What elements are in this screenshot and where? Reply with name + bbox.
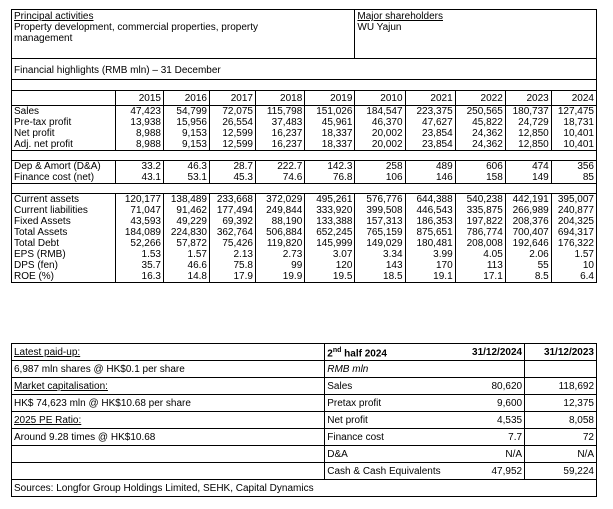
- data-cell: 88,190: [255, 216, 304, 227]
- half-row-v1: 9,600: [453, 395, 525, 412]
- data-cell: 20,002: [355, 139, 405, 151]
- year-header: 2019: [305, 91, 355, 106]
- data-cell: 249,844: [255, 205, 304, 216]
- data-row: [12, 216, 597, 227]
- data-cell: 46,370: [355, 117, 405, 128]
- data-cell: 91,462: [164, 205, 210, 216]
- row-label: Current liabilities: [14, 205, 88, 216]
- data-row: [12, 172, 597, 184]
- data-cell: 372,029: [255, 194, 304, 206]
- data-row: [12, 117, 597, 128]
- half-row-v2: 8,058: [525, 412, 597, 429]
- financial-summary-table: [11, 9, 597, 283]
- data-cell: 54,799: [164, 106, 210, 118]
- latest-paid-up-label: Latest paid-up:: [12, 344, 325, 361]
- row-label: Fixed Assets: [14, 216, 71, 227]
- data-cell: 99: [255, 260, 304, 271]
- row-label: EPS (RMB): [14, 249, 66, 260]
- row-label: Dep & Amort (D&A): [14, 161, 101, 172]
- half-year-title: [325, 344, 453, 361]
- data-cell: 446,543: [405, 205, 455, 216]
- data-cell: 151,026: [305, 106, 355, 118]
- data-cell: 186,353: [405, 216, 455, 227]
- data-cell: 177,494: [209, 205, 255, 216]
- data-cell: 28.7: [209, 161, 255, 173]
- data-cell: 3.34: [355, 249, 405, 260]
- data-cell: 149,029: [355, 238, 405, 249]
- data-cell: 10,401: [551, 139, 596, 151]
- data-cell: 57,872: [164, 238, 210, 249]
- header-row-titles: [12, 10, 597, 23]
- data-cell: 69,392: [209, 216, 255, 227]
- data-cell: 875,651: [405, 227, 455, 238]
- year-header: 2022: [455, 91, 505, 106]
- data-cell: 197,822: [455, 216, 505, 227]
- data-cell: 145,999: [305, 238, 355, 249]
- cost-group: [12, 161, 597, 184]
- row-label: Adj. net profit: [14, 139, 73, 150]
- data-cell: 362,764: [209, 227, 255, 238]
- data-cell: 75.8: [209, 260, 255, 271]
- half-row-v1: N/A: [453, 446, 525, 463]
- data-cell: 120,177: [115, 194, 163, 206]
- data-cell: 23,854: [405, 139, 455, 151]
- data-cell: 3.99: [405, 249, 455, 260]
- data-row: [12, 194, 597, 206]
- half-row-label: Finance cost: [325, 429, 453, 446]
- data-cell: 6.4: [551, 271, 596, 283]
- data-cell: 170: [405, 260, 455, 271]
- half-year-sup: nd: [332, 346, 342, 354]
- col-2023-header: 31/12/2023: [525, 344, 597, 361]
- data-cell: 75,426: [209, 238, 255, 249]
- data-cell: 222.7: [255, 161, 304, 173]
- data-cell: 12,599: [209, 139, 255, 151]
- spacer-row: [12, 151, 597, 161]
- data-cell: 24,729: [505, 117, 551, 128]
- half-row-v2: N/A: [525, 446, 597, 463]
- data-cell: 1.57: [551, 249, 596, 260]
- valuation-row: [12, 446, 597, 463]
- valuation-row: [12, 429, 597, 446]
- data-cell: 119,820: [255, 238, 304, 249]
- half-year-suffix: half 2024: [341, 348, 387, 360]
- data-cell: 12,850: [505, 139, 551, 151]
- latest-paid-up-value: 6,987 mln shares @ HK$0.1 per share: [12, 361, 325, 378]
- financial-highlights-title: Financial highlights (RMB mln) – 31 December: [12, 59, 597, 80]
- data-cell: 208,008: [455, 238, 505, 249]
- income-group: [12, 106, 597, 151]
- half-row-v2: 59,224: [525, 463, 597, 480]
- data-cell: 37,483: [255, 117, 304, 128]
- data-cell: 399,508: [355, 205, 405, 216]
- half-year-prefix: 2: [327, 348, 333, 360]
- data-cell: 76.8: [305, 172, 355, 184]
- valuation-row: [12, 463, 597, 480]
- data-cell: 506,884: [255, 227, 304, 238]
- data-cell: 14.8: [164, 271, 210, 283]
- half-row-v1: 80,620: [453, 378, 525, 395]
- data-cell: 138,489: [164, 194, 210, 206]
- data-cell: 786,774: [455, 227, 505, 238]
- valuation-table: [11, 343, 597, 497]
- data-cell: 180,481: [405, 238, 455, 249]
- data-cell: 2.06: [505, 249, 551, 260]
- data-row: [12, 106, 597, 118]
- data-cell: 652,245: [305, 227, 355, 238]
- half-row-label: Cash & Cash Equivalents: [325, 463, 453, 480]
- spacer-row: [12, 184, 597, 194]
- data-cell: 23,854: [405, 128, 455, 139]
- data-cell: 18,337: [305, 139, 355, 151]
- data-cell: 43.1: [115, 172, 163, 184]
- year-header: 2021: [405, 91, 455, 106]
- data-cell: 52,266: [115, 238, 163, 249]
- data-cell: 46.3: [164, 161, 210, 173]
- data-cell: 765,159: [355, 227, 405, 238]
- data-row: [12, 227, 597, 238]
- balance-group: [12, 194, 597, 283]
- data-cell: 240,877: [551, 205, 596, 216]
- principal-activities-text: [12, 22, 355, 59]
- row-label: Total Assets: [14, 227, 68, 238]
- data-cell: 395,007: [551, 194, 596, 206]
- data-cell: 45,822: [455, 117, 505, 128]
- unit-label: RMB mln: [325, 361, 453, 378]
- data-cell: 606: [455, 161, 505, 173]
- principal-activities-line-1: Property development, commercial properties, property: [14, 22, 258, 33]
- data-cell: 143: [355, 260, 405, 271]
- data-cell: 157,313: [355, 216, 405, 227]
- data-cell: 72,075: [209, 106, 255, 118]
- data-cell: 19.9: [255, 271, 304, 283]
- data-cell: 10,401: [551, 128, 596, 139]
- half-row-label: D&A: [325, 446, 453, 463]
- data-cell: 258: [355, 161, 405, 173]
- data-cell: 17.1: [455, 271, 505, 283]
- data-cell: 4.05: [455, 249, 505, 260]
- data-cell: 442,191: [505, 194, 551, 206]
- pe-ratio-value: Around 9.28 times @ HK$10.68: [12, 429, 325, 446]
- data-cell: 74.6: [255, 172, 304, 184]
- data-cell: 26,554: [209, 117, 255, 128]
- data-cell: 49,229: [164, 216, 210, 227]
- col-2024-header: 31/12/2024: [453, 344, 525, 361]
- data-cell: 9,153: [164, 128, 210, 139]
- market-cap-value: HK$ 74,623 mln @ HK$10.68 per share: [12, 395, 325, 412]
- data-row: [12, 128, 597, 139]
- data-row: [12, 271, 597, 283]
- data-cell: 12,599: [209, 128, 255, 139]
- half-row-label: Pretax profit: [325, 395, 453, 412]
- data-cell: 20,002: [355, 128, 405, 139]
- valuation-row: [12, 378, 597, 395]
- data-cell: 115,798: [255, 106, 304, 118]
- data-cell: 1.53: [115, 249, 163, 260]
- data-cell: 250,565: [455, 106, 505, 118]
- data-cell: 8.5: [505, 271, 551, 283]
- row-label: Pre-tax profit: [14, 117, 72, 128]
- data-cell: 180,737: [505, 106, 551, 118]
- data-cell: 233,668: [209, 194, 255, 206]
- half-row-label: Net profit: [325, 412, 453, 429]
- data-cell: 184,547: [355, 106, 405, 118]
- valuation-header-row: [12, 344, 597, 361]
- principal-activities-title: Principal activities: [12, 10, 355, 23]
- data-cell: 8,988: [115, 139, 163, 151]
- data-cell: 9,153: [164, 139, 210, 151]
- year-header: 2010: [355, 91, 405, 106]
- data-cell: 46.6: [164, 260, 210, 271]
- data-row: [12, 139, 597, 151]
- data-cell: 2.73: [255, 249, 304, 260]
- data-cell: 146: [405, 172, 455, 184]
- year-header: 2024: [551, 91, 596, 106]
- data-cell: 13,938: [115, 117, 163, 128]
- half-row-v2: 12,375: [525, 395, 597, 412]
- data-cell: 43,593: [115, 216, 163, 227]
- half-row-v1: 47,952: [453, 463, 525, 480]
- data-cell: 18.5: [355, 271, 405, 283]
- data-cell: 700,407: [505, 227, 551, 238]
- data-cell: 489: [405, 161, 455, 173]
- valuation-row: [12, 412, 597, 429]
- year-header: 2023: [505, 91, 551, 106]
- data-cell: 8,988: [115, 128, 163, 139]
- data-cell: 474: [505, 161, 551, 173]
- data-cell: 224,830: [164, 227, 210, 238]
- data-cell: 33.2: [115, 161, 163, 173]
- data-cell: 45,961: [305, 117, 355, 128]
- data-row: [12, 161, 597, 173]
- data-cell: 18,731: [551, 117, 596, 128]
- data-cell: 266,989: [505, 205, 551, 216]
- half-row-v2: 72: [525, 429, 597, 446]
- years-header-row: [12, 91, 597, 106]
- data-row: [12, 249, 597, 260]
- data-cell: 24,362: [455, 128, 505, 139]
- data-cell: 106: [355, 172, 405, 184]
- data-cell: 71,047: [115, 205, 163, 216]
- financial-highlights-row: [12, 59, 597, 80]
- row-label: DPS (fen): [14, 260, 58, 271]
- spacer-row: [12, 80, 597, 91]
- data-cell: 133,388: [305, 216, 355, 227]
- sources-row: [12, 480, 597, 497]
- row-label: Finance cost (net): [14, 172, 95, 183]
- half-row-v2: 118,692: [525, 378, 597, 395]
- row-label: Net profit: [14, 128, 55, 139]
- major-shareholders-title: Major shareholders: [357, 11, 443, 22]
- header-row-content: [12, 22, 597, 59]
- year-header: 2017: [209, 91, 255, 106]
- data-cell: 53.1: [164, 172, 210, 184]
- data-cell: 208,376: [505, 216, 551, 227]
- data-cell: 149: [505, 172, 551, 184]
- data-cell: 85: [551, 172, 596, 184]
- row-label-header: [12, 91, 116, 106]
- data-cell: 158: [455, 172, 505, 184]
- data-cell: 45.3: [209, 172, 255, 184]
- valuation-row: [12, 395, 597, 412]
- year-header: 2018: [255, 91, 304, 106]
- valuation-row: [12, 361, 597, 378]
- half-row-v1: 7.7: [453, 429, 525, 446]
- row-label: Total Debt: [14, 238, 60, 249]
- data-cell: 35.7: [115, 260, 163, 271]
- data-cell: 644,388: [405, 194, 455, 206]
- data-cell: 47,423: [115, 106, 163, 118]
- data-cell: 333,920: [305, 205, 355, 216]
- data-cell: 17.9: [209, 271, 255, 283]
- data-row: [12, 205, 597, 216]
- data-cell: 10: [551, 260, 596, 271]
- data-cell: 120: [305, 260, 355, 271]
- data-cell: 2.13: [209, 249, 255, 260]
- data-cell: 12,850: [505, 128, 551, 139]
- data-cell: 204,325: [551, 216, 596, 227]
- data-cell: 540,238: [455, 194, 505, 206]
- data-row: [12, 238, 597, 249]
- data-cell: 576,776: [355, 194, 405, 206]
- data-cell: 55: [505, 260, 551, 271]
- data-cell: 3.07: [305, 249, 355, 260]
- data-cell: 142.3: [305, 161, 355, 173]
- row-label: Sales: [14, 106, 40, 117]
- row-label: ROE (%): [14, 271, 54, 282]
- data-row: [12, 260, 597, 271]
- principal-activities-line-2: management: [14, 33, 73, 44]
- row-label: Current assets: [14, 194, 80, 205]
- market-cap-label: Market capitalisation:: [12, 378, 325, 395]
- data-cell: 223,375: [405, 106, 455, 118]
- data-cell: 127,475: [551, 106, 596, 118]
- data-cell: 16,237: [255, 139, 304, 151]
- data-cell: 356: [551, 161, 596, 173]
- data-cell: 192,646: [505, 238, 551, 249]
- data-cell: 1.57: [164, 249, 210, 260]
- data-cell: 16,237: [255, 128, 304, 139]
- data-cell: 113: [455, 260, 505, 271]
- data-cell: 19.5: [305, 271, 355, 283]
- sources-note: Sources: Longfor Group Holdings Limited, SEHK, Capital Dynamics: [14, 482, 314, 494]
- data-cell: 694,317: [551, 227, 596, 238]
- data-cell: 184,089: [115, 227, 163, 238]
- year-header: 2016: [164, 91, 210, 106]
- half-row-label: Sales: [325, 378, 453, 395]
- data-cell: 176,322: [551, 238, 596, 249]
- year-header: 2015: [115, 91, 163, 106]
- major-shareholders-text: WU Yajun: [355, 22, 597, 59]
- half-row-v1: 4,535: [453, 412, 525, 429]
- pe-ratio-label: 2025 PE Ratio:: [12, 412, 325, 429]
- data-cell: 24,362: [455, 139, 505, 151]
- data-cell: 47,627: [405, 117, 455, 128]
- data-cell: 335,875: [455, 205, 505, 216]
- data-cell: 18,337: [305, 128, 355, 139]
- data-cell: 19.1: [405, 271, 455, 283]
- data-cell: 15,956: [164, 117, 210, 128]
- data-cell: 495,261: [305, 194, 355, 206]
- data-cell: 16.3: [115, 271, 163, 283]
